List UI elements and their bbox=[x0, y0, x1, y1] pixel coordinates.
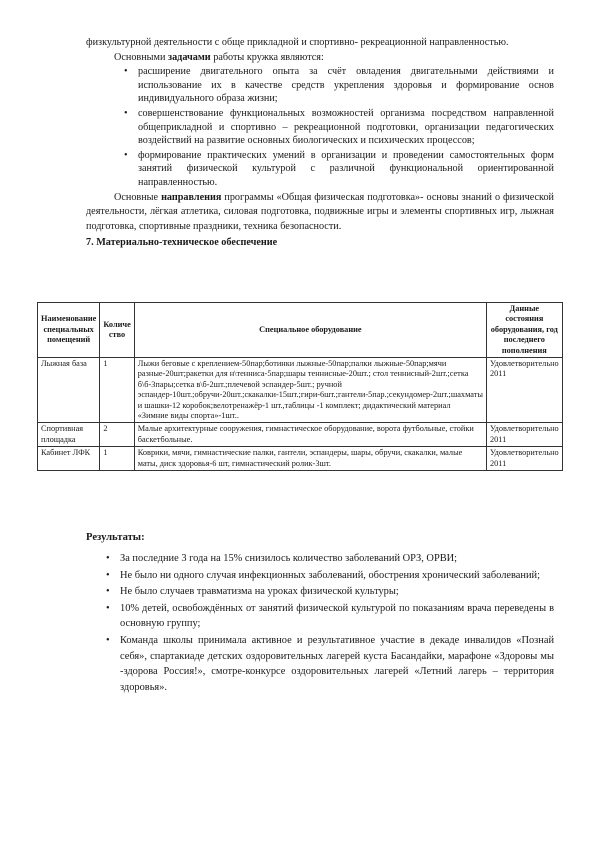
cell-state: Удовлетворительно 2011 bbox=[486, 358, 562, 423]
list-item: • Команда школы принимала активное и результативное участие в декаде инвалидов «Познай себя», спартакиаде детских оздоровительных лагерей куста Басандайки, марафоне «Здоровы мы -здорова Россия!», смотре-конкурсе оздоровительных лагерей «Летний лагерь – территория здоровья». bbox=[106, 634, 554, 693]
bullet-icon: • bbox=[124, 149, 128, 161]
list-item: • Не было ни одного случая инфекционных заболеваний, обострения хронический заболеваний; bbox=[86, 568, 554, 584]
tasks-keyword: задачами bbox=[167, 51, 211, 63]
cell-room: Кабинет ЛФК bbox=[38, 447, 100, 471]
list-item: • формирование практических умений в организации и проведении самостоятельных форм занятий физической культурой с различной функциональной ориентированной направленностью. bbox=[124, 149, 554, 188]
results-title: Результаты: bbox=[86, 532, 145, 543]
results-list bbox=[86, 551, 554, 695]
tasks-lead: Основными задачами работы кружка являются: bbox=[114, 51, 324, 63]
table-header-row bbox=[38, 303, 563, 358]
cell-equipment: Малые архитектурные сооружения, гимнастическое оборудование, ворота футбольные, стойки баскетбольные. bbox=[134, 423, 486, 447]
cell-qty: 2 bbox=[100, 423, 134, 447]
intro-continuation: физкультурной деятельности с обще прикладной и спортивно- рекреационной направленностью. bbox=[86, 37, 509, 48]
bullet-icon: • bbox=[124, 66, 128, 78]
bullet-icon: • bbox=[106, 586, 110, 598]
cell-state: Удовлетворительно 2011 bbox=[486, 447, 562, 471]
cell-equipment: Лыжи беговые с креплением-50пар;ботинки лыжные-50пар;палки лыжные-50пар;мячи разные-20шт;ракетки для н\тенниса-5пар;шары теннисные-20шт.; стол теннисный-2шт.;сетка б\б-3пары;сетка в\б-2шт.;плечевой эспандер-5шт.; ручной эспандер-10шт.;обручи-20шт.;скакалки-15шт.;гири-6шт.;гантели-5пар.;секундомер-2шт.;шахматы и шашки-12 коробок;велотренажёр-1 шт.,таблицы -1 комплект; дидактический материал «Зимние виды спорта»-1шт.. bbox=[134, 358, 486, 423]
header-quantity: Количе ство bbox=[100, 303, 134, 358]
cell-qty: 1 bbox=[100, 358, 134, 423]
document-page bbox=[86, 36, 554, 249]
section-title: 7. Материально-техническое обеспечение bbox=[86, 237, 278, 249]
bullet-icon: • bbox=[106, 569, 110, 581]
bullet-icon: • bbox=[106, 553, 110, 564]
cell-qty: 1 bbox=[100, 447, 134, 471]
cell-equipment: Коврики, мячи, гимнастические палки, гантели, эспандеры, шары, обручи, скакалки, малые маты, диск здоровья-6 шт, гимнастический ролик-3шт. bbox=[134, 447, 486, 471]
table-row bbox=[38, 447, 563, 471]
list-item: • Не было случаев травматизма на уроках физической культуры; bbox=[86, 584, 554, 600]
table-row bbox=[38, 423, 563, 447]
results-section bbox=[86, 531, 554, 696]
bullet-icon: • bbox=[106, 602, 110, 614]
bullet-icon: • bbox=[106, 634, 110, 646]
header-state: Данные состояния оборудования, год последнего пополнения bbox=[486, 303, 562, 358]
table-row bbox=[38, 358, 563, 423]
list-item: • расширение двигательного опыта за счёт овладения двигательными действиями и использование их в качестве средств укрепления здоровья и формирование основ индивидуального образа жизни; bbox=[124, 66, 554, 105]
directions-keyword: направления bbox=[161, 191, 222, 203]
header-equipment: Специальное оборудование bbox=[134, 303, 486, 358]
tasks-list bbox=[86, 65, 554, 189]
header-rooms: Наименование специальных помещений bbox=[38, 303, 100, 358]
cell-state: Удовлетворительно 2011 bbox=[486, 423, 562, 447]
bullet-icon: • bbox=[124, 107, 128, 119]
list-item: • За последние 3 года на 15% снизилось количество заболеваний ОРЗ, ОРВИ; bbox=[86, 551, 554, 567]
list-item: • 10% детей, освобождённых от занятий физической культурой по показаниям врача переведены в основную группу; bbox=[106, 602, 554, 630]
cell-room: Спортивная площадка bbox=[38, 423, 100, 447]
equipment-table bbox=[37, 302, 563, 471]
tasks-suffix: работы кружка являются: bbox=[210, 51, 324, 63]
cell-room: Лыжная база bbox=[38, 358, 100, 423]
directions-paragraph: Основные направления программы «Общая физическая подготовка»- основы знаний о физической деятельности, лёгкая атлетика, силовая подготовка, подвижные игры и элементы спортивных игр, лыжная подготовка, спортивные праздники, техника безопасности. bbox=[86, 191, 554, 232]
list-item: • совершенствование функциональных возможностей организма посредством направленной общеприкладной и спортивно – рекреационной подготовки, организации педагогических воздействий на развитие основных биологических и психических процессов; bbox=[124, 107, 554, 147]
